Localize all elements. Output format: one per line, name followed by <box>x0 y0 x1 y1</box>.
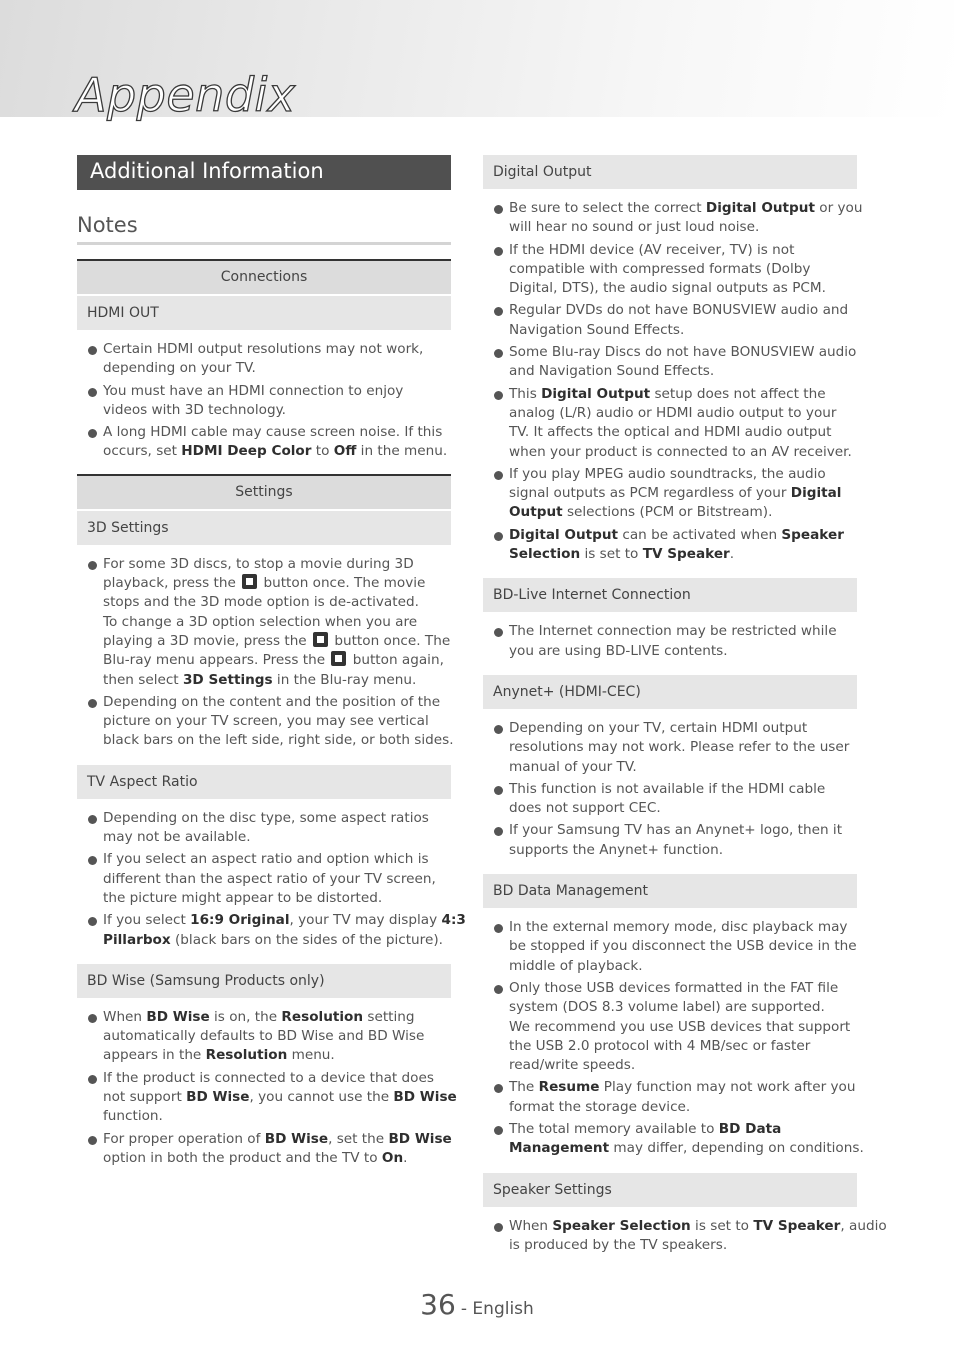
list-item: If you select 16:9 Original, your TV may display 4:3 Pillarbox (black bars on the sides of the picture). <box>77 911 451 950</box>
stop-button-icon <box>331 651 346 666</box>
3d-settings-list <box>77 545 454 763</box>
list-item: Digital Output can be activated when Speaker Selection is set to TV Speaker. <box>483 526 857 565</box>
digital-output-list <box>483 189 863 576</box>
bd-live-list <box>483 612 857 673</box>
list-item: The Internet connection may be restricted while you are using BD-LIVE contents. <box>483 622 857 661</box>
chapter-title: Appendix <box>75 68 296 122</box>
tv-aspect-list <box>77 799 466 962</box>
list-item: Be sure to select the correct Digital Output or you will hear no sound or just loud noise. <box>483 199 857 238</box>
list-item: For some 3D discs, to stop a movie during 3D playback, press the button once. The movie stops and the 3D mode option is de-activated. To change a 3D option selection when you are playing a 3D movie, press the button once. The Blu-ray menu appears. Press the button again, then select 3D Settings in the Blu-ray menu. <box>77 555 451 690</box>
subheader-tv-aspect-ratio: TV Aspect Ratio <box>77 765 451 799</box>
list-item: If the product is connected to a device that does not support BD Wise, you cannot use the BD Wise function. <box>77 1069 451 1127</box>
list-item: The total memory available to BD Data Management may differ, depending on conditions. <box>483 1120 857 1159</box>
list-item: This function is not available if the HDMI cable does not support CEC. <box>483 780 857 819</box>
left-column <box>77 155 466 1180</box>
subheader-anynet: Anynet+ (HDMI-CEC) <box>483 675 857 709</box>
section-banner: Additional Information <box>77 155 451 190</box>
page-language: - English <box>460 1299 534 1319</box>
anynet-list <box>483 709 857 872</box>
stop-button-icon <box>242 574 257 589</box>
list-item: Depending on the content and the position of the picture on your TV screen, you may see vertical black bars on the left side, right side, or both sides. <box>77 693 451 751</box>
list-item: Depending on your TV, certain HDMI output resolutions may not work. Please refer to the user manual of your TV. <box>483 719 857 777</box>
list-item: If you play MPEG audio soundtracks, the audio signal outputs as PCM regardless of your Digital Output selections (PCM or Bitstream). <box>483 465 857 523</box>
bd-data-list <box>483 908 864 1171</box>
list-item: Regular DVDs do not have BONUSVIEW audio and Navigation Sound Effects. <box>483 301 857 340</box>
bd-wise-list <box>77 998 457 1180</box>
subheader-hdmi-out: HDMI OUT <box>77 296 451 330</box>
list-item: If you select an aspect ratio and option which is different than the aspect ratio of your TV screen, the picture might appear to be distorted. <box>77 850 451 908</box>
page-footer <box>0 1288 954 1321</box>
subheader-bd-wise: BD Wise (Samsung Products only) <box>77 964 451 998</box>
hdmi-out-list <box>77 330 451 474</box>
notes-title: Notes <box>77 208 451 245</box>
list-item: If the HDMI device (AV receiver, TV) is not compatible with compressed formats (Dolby Digital, DTS), the audio signal outputs as PCM. <box>483 241 857 299</box>
list-item: In the external memory mode, disc playback may be stopped if you disconnect the USB device in the middle of playback. <box>483 918 857 976</box>
subheader-bd-data-management: BD Data Management <box>483 874 857 908</box>
group-header-connections: Connections <box>77 259 451 294</box>
list-item: Depending on the disc type, some aspect ratios may not be available. <box>77 809 451 848</box>
subheader-digital-output: Digital Output <box>483 155 857 189</box>
stop-button-icon <box>313 632 328 647</box>
list-item: When BD Wise is on, the Resolution setting automatically defaults to BD Wise and BD Wise appears in the Resolution menu. <box>77 1008 451 1066</box>
list-item: A long HDMI cable may cause screen noise. If this occurs, set HDMI Deep Color to Off in the menu. <box>77 423 451 462</box>
list-item: When Speaker Selection is set to TV Speaker, audio is produced by the TV speakers. <box>483 1217 857 1256</box>
list-item: For proper operation of BD Wise, set the BD Wise option in both the product and the TV to On. <box>77 1130 451 1169</box>
list-item: Some Blu-ray Discs do not have BONUSVIEW audio and Navigation Sound Effects. <box>483 343 857 382</box>
list-item: If your Samsung TV has an Anynet+ logo, then it supports the Anynet+ function. <box>483 821 857 860</box>
subheader-bd-live: BD-Live Internet Connection <box>483 578 857 612</box>
list-item: Certain HDMI output resolutions may not work, depending on your TV. <box>77 340 451 379</box>
list-item: Only those USB devices formatted in the FAT file system (DOS 8.3 volume label) are supported. We recommend you use USB devices that support the USB 2.0 protocol with 4 MB/sec or faster read/write speeds. <box>483 979 857 1075</box>
list-item: You must have an HDMI connection to enjoy videos with 3D technology. <box>77 382 451 421</box>
right-column <box>483 155 887 1267</box>
subheader-speaker-settings: Speaker Settings <box>483 1173 857 1207</box>
list-item: This Digital Output setup does not affect the analog (L/R) audio or HDMI audio output to your TV. It affects the optical and HDMI audio output when your product is connected to an AV receiver. <box>483 385 857 462</box>
speaker-settings-list <box>483 1207 887 1268</box>
list-item: The Resume Play function may not work after you format the storage device. <box>483 1078 857 1117</box>
subheader-3d-settings: 3D Settings <box>77 511 451 545</box>
group-header-settings: Settings <box>77 474 451 509</box>
page-number: 36 <box>420 1288 456 1321</box>
